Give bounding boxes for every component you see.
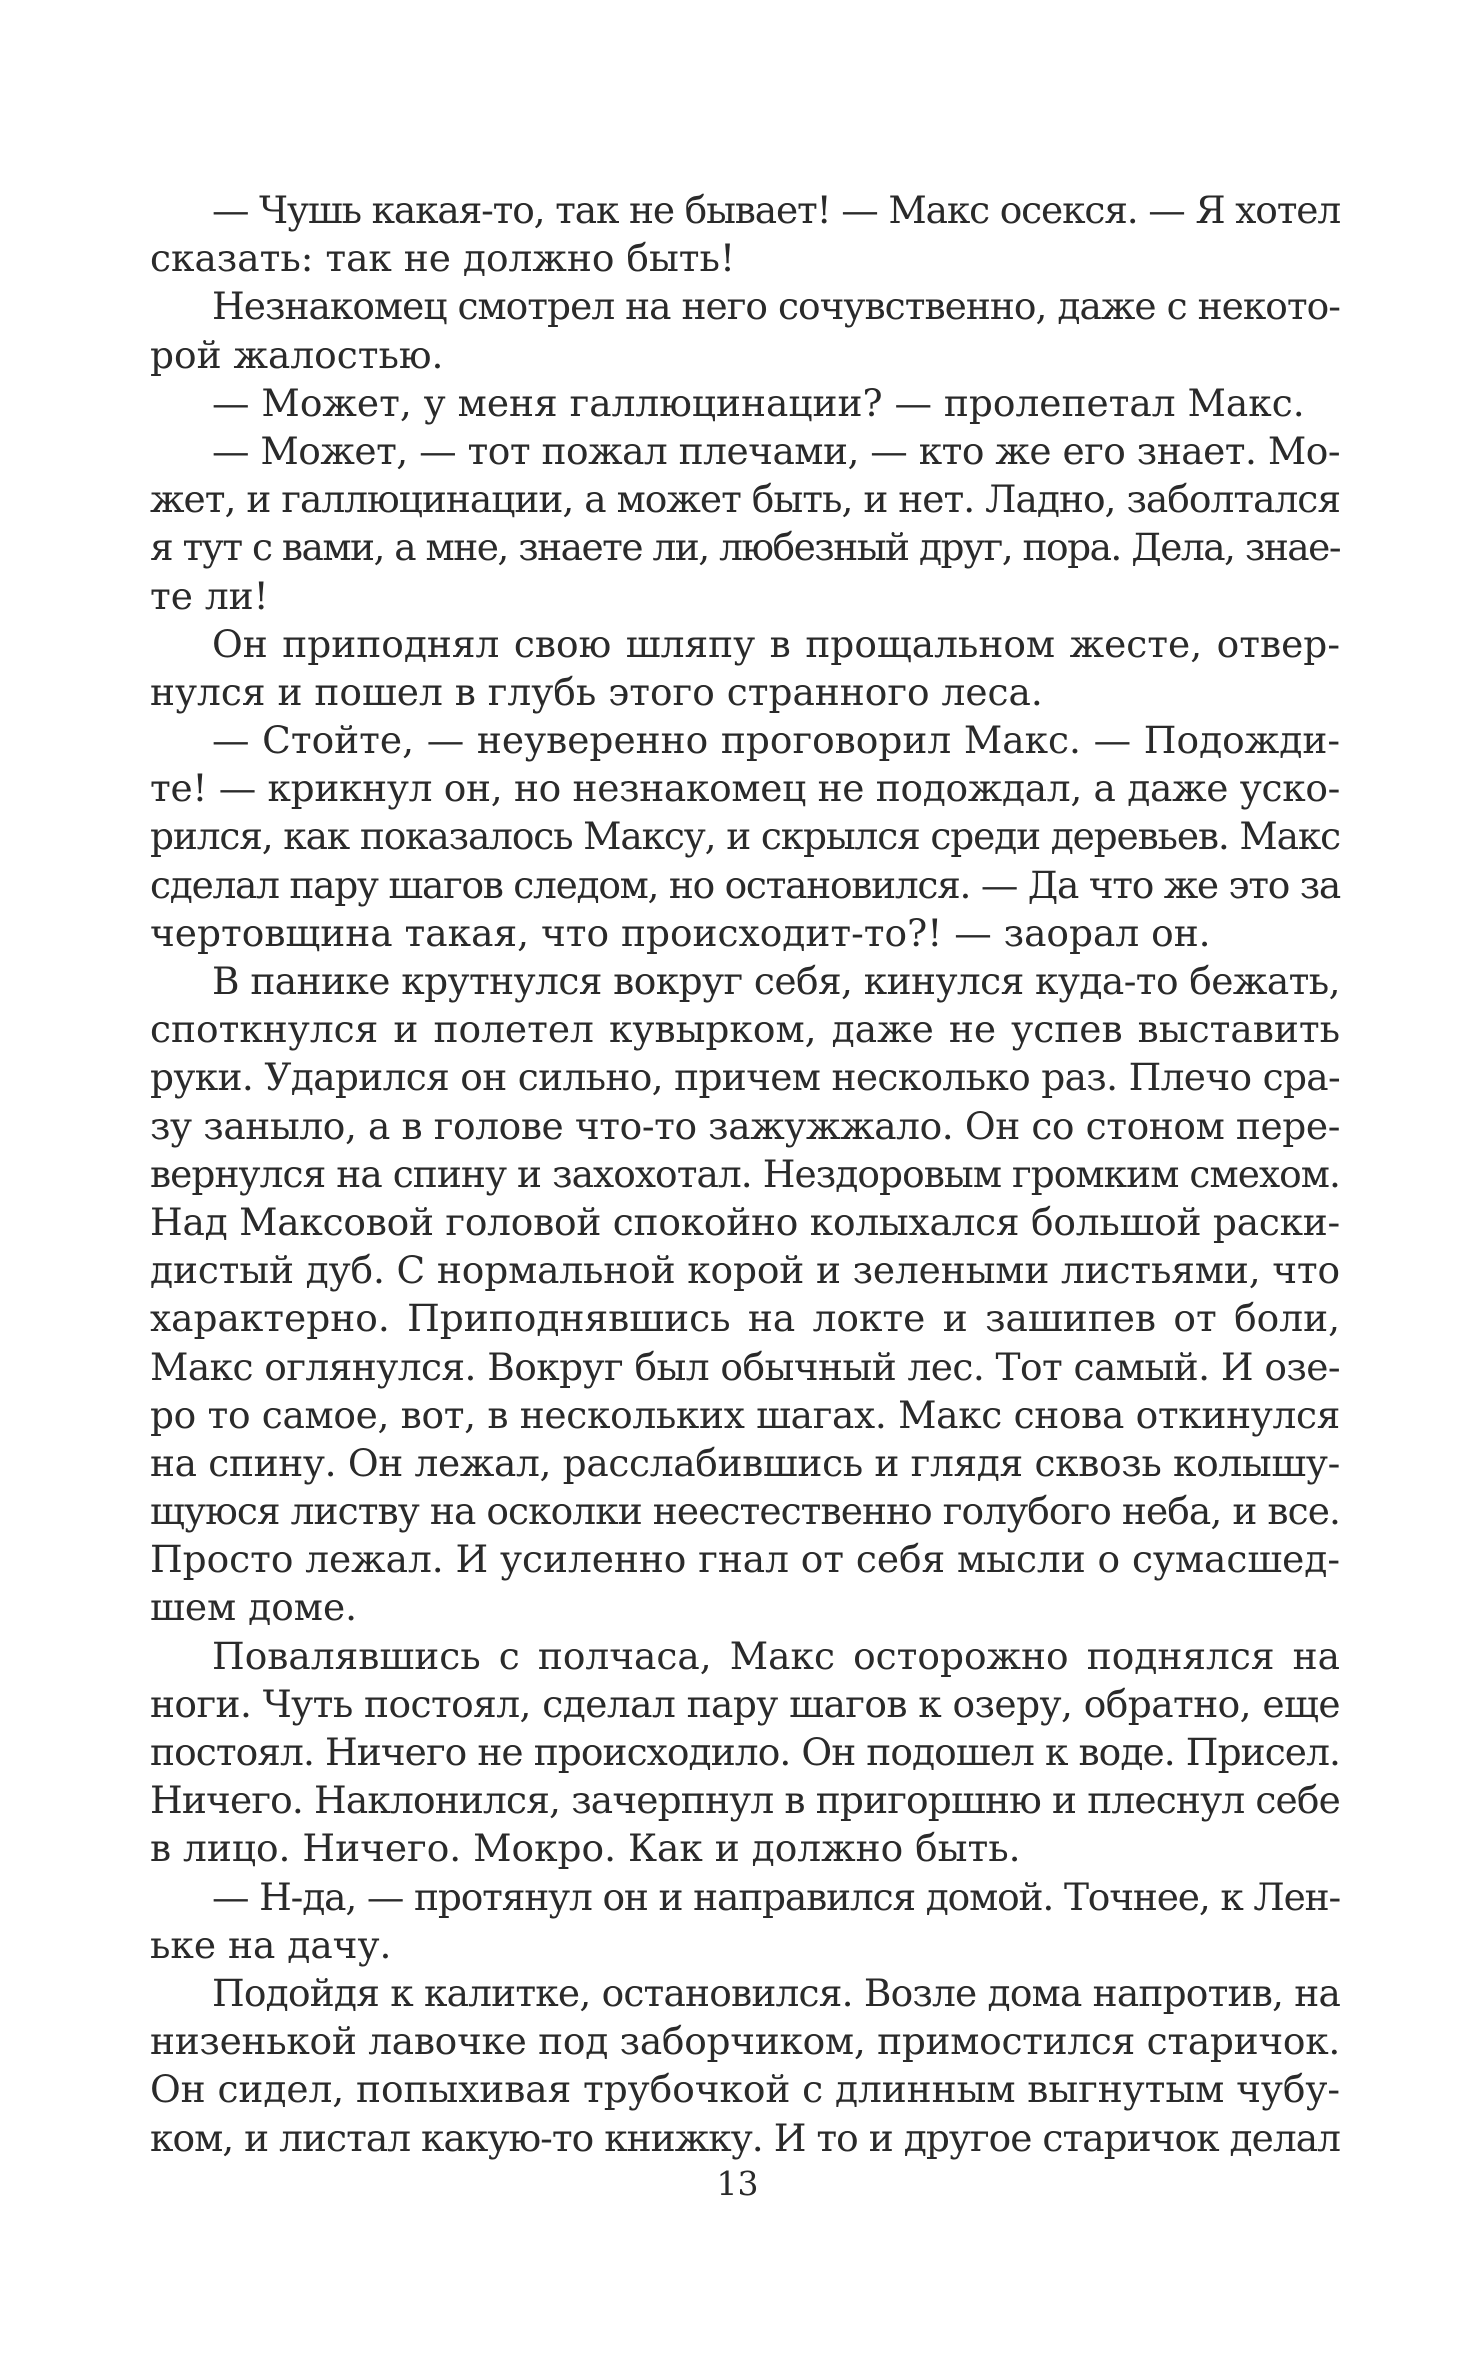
text-line: ком, и листал какую-то книжку. И то и другое старичок делал xyxy=(150,2115,1340,2160)
text-line: Подойдя к калитке, остановился. Возле дома напротив, на xyxy=(212,1970,1340,2015)
text-line: Просто лежал. И усиленно гнал от себя мысли о сумасшед- xyxy=(150,1537,1340,1582)
text-line: рился, как показалось Максу, и скрылся среди деревьев. Макс xyxy=(150,814,1340,859)
text-line: Повалявшись с полчаса, Макс осторожно поднялся на xyxy=(212,1633,1340,1678)
text-line: Макс оглянулся. Вокруг был обычный лес. Тот самый. И озе- xyxy=(150,1344,1340,1389)
text-line: споткнулся и полетел кувырком, даже не успев выставить xyxy=(150,1007,1340,1052)
text-line: — Может, у меня галлюцинации? — пролепетал Макс. xyxy=(212,380,1305,425)
text-line: — Может, — тот пожал плечами, — кто же его знает. Мо- xyxy=(212,428,1340,473)
text-line: руки. Ударился он сильно, причем несколько раз. Плечо сра- xyxy=(150,1055,1340,1100)
text-line: ро то самое, вот, в нескольких шагах. Макс снова откинулся xyxy=(150,1392,1340,1437)
text-line: жет, и галлюцинации, а может быть, и нет. Ладно, заболтался xyxy=(150,477,1340,522)
text-line: зу заныло, а в голове что-то зажужжало. Он со стоном пере- xyxy=(150,1103,1340,1148)
text-line: чертовщина такая, что происходит-то?! — заорал он. xyxy=(150,910,1211,955)
page-body-text xyxy=(150,186,1340,2162)
text-line: Он сидел, попыхивая трубочкой с длинным выгнутым чубу- xyxy=(150,2067,1340,2112)
text-line: на спину. Он лежал, расслабившись и глядя сквозь колышу- xyxy=(150,1440,1340,1485)
text-line: в лицо. Ничего. Мокро. Как и должно быть. xyxy=(150,1826,1021,1871)
text-line: — Н-да, — протянул он и направился домой. Точнее, к Лен- xyxy=(212,1874,1340,1919)
text-line: вернулся на спину и захохотал. Нездоровым громким смехом. xyxy=(150,1151,1340,1196)
text-line: сделал пару шагов следом, но остановился. — Да что же это за xyxy=(150,862,1340,907)
text-line: — Стойте, — неуверенно проговорил Макс. — Подожди- xyxy=(212,718,1340,763)
text-line: те! — крикнул он, но незнакомец не подождал, а даже уско- xyxy=(150,766,1340,811)
text-line: характерно. Приподнявшись на локте и зашипев от боли, xyxy=(150,1296,1340,1341)
text-line: нулся и пошел в глубь этого странного леса. xyxy=(150,669,1043,714)
text-line: ьке на дачу. xyxy=(150,1922,392,1967)
text-line: Незнакомец смотрел на него сочувственно, даже с некото- xyxy=(212,284,1340,329)
text-line: я тут с вами, а мне, знаете ли, любезный друг, пора. Дела, знае- xyxy=(150,525,1340,570)
text-line: ноги. Чуть постоял, сделал пару шагов к озеру, обратно, еще xyxy=(150,1681,1340,1726)
text-line: низенькой лавочке под заборчиком, примостился старичок. xyxy=(150,2019,1340,2064)
text-line: сказать: так не должно быть! xyxy=(150,236,736,281)
text-line: шем доме. xyxy=(150,1585,358,1630)
text-line: дистый дуб. С нормальной корой и зелеными листьями, что xyxy=(150,1248,1340,1293)
text-line: те ли! xyxy=(150,573,269,618)
text-line: — Чушь какая-то, так не бывает! — Макс осекся. — Я хотел xyxy=(212,188,1340,232)
text-line: Над Максовой головой спокойно колыхался большой раски- xyxy=(150,1199,1340,1244)
text-line: Он приподнял свою шляпу в прощальном жесте, отвер- xyxy=(212,621,1340,666)
text-line: щуюся листву на осколки неестественно голубого неба, и все. xyxy=(150,1489,1340,1534)
text-line: Ничего. Наклонился, зачерпнул в пригоршню и плеснул себе xyxy=(150,1778,1340,1823)
page-number: 13 xyxy=(716,2164,759,2203)
text-line: постоял. Ничего не происходило. Он подошел к воде. Присел. xyxy=(150,1730,1340,1774)
text-line: В панике крутнулся вокруг себя, кинулся куда-то бежать, xyxy=(212,959,1340,1003)
text-line: рой жалостью. xyxy=(150,332,444,377)
